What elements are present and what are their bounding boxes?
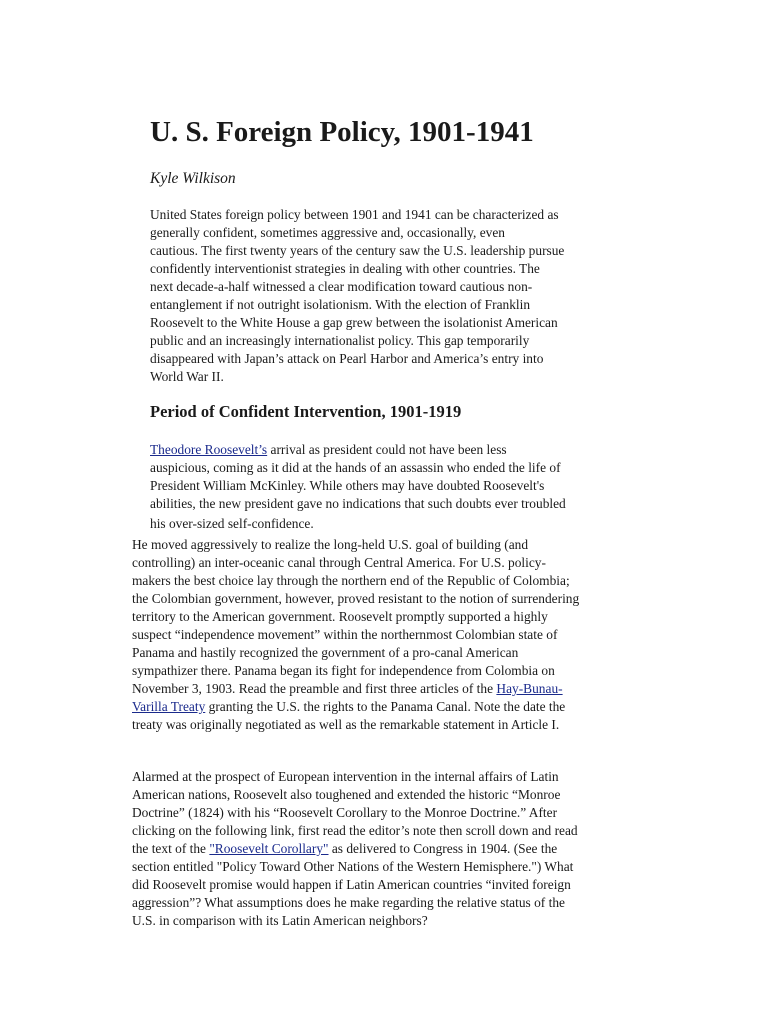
intro-line: United States foreign policy between 1901 and 1941 can be characterized as [150, 207, 559, 222]
intro-line: cautious. The first twenty years of the century saw the U.S. leadership pursue [150, 243, 565, 258]
paragraph-text: granting the U.S. the rights to the Panama Canal. Note the date the [205, 699, 566, 714]
paragraph-line: did Roosevelt promise would happen if Latin American countries “invited foreign [132, 877, 571, 892]
paragraph-line: controlling) an inter-oceanic canal through Central America. For U.S. policy- [132, 555, 546, 570]
intro-line: public and an increasingly internationalist policy. This gap temporarily [150, 333, 530, 348]
paragraph-line: suspect “independence movement” within the northernmost Colombian state of [132, 627, 558, 642]
document-title: U. S. Foreign Policy, 1901-1941 [150, 116, 534, 148]
paragraph-line: sympathizer there. Panama began its fight for independence from Colombia on [132, 663, 555, 678]
monroe-doctrine-paragraph [132, 768, 578, 930]
section-heading: Period of Confident Intervention, 1901-1919 [150, 402, 462, 421]
intro-line: generally confident, sometimes aggressive and, occasionally, even [150, 225, 505, 240]
paragraph-line: Panama and hastily recognized the government of a pro-canal American [132, 645, 519, 660]
paragraph-line: his over-sized self-confidence. [150, 516, 314, 531]
paragraph-line: section entitled "Policy Toward Other Nations of the Western Hemisphere.") What [132, 859, 574, 874]
paragraph-line: auspicious, coming as it did at the hands of an assassin who ended the life of [150, 460, 561, 475]
paragraph-line: treaty was originally negotiated as well as the remarkable statement in Article I. [132, 717, 560, 732]
paragraph-line: Alarmed at the prospect of European intervention in the internal affairs of Latin [132, 769, 559, 784]
paragraph-line: the Colombian government, however, proved resistant to the notion of surrendering [132, 591, 580, 606]
paragraph-line: Doctrine” (1824) with his “Roosevelt Corollary to the Monroe Doctrine.” After [132, 805, 558, 820]
paragraph-line: abilities, the new president gave no indications that such doubts ever troubled [150, 496, 566, 511]
paragraph-line [132, 680, 579, 698]
intro-line: confidently interventionist strategies in dealing with other countries. The [150, 261, 540, 276]
theodore-roosevelt-link[interactable]: Theodore Roosevelt’s [150, 442, 268, 457]
paragraph-text: November 3, 1903. Read the preamble and first three articles of the [132, 681, 497, 696]
intro-line: next decade-a-half witnessed a clear modification toward cautious non- [150, 279, 533, 294]
roosevelt-corollary-link[interactable]: "Roosevelt Corollary" [209, 841, 329, 856]
paragraph-line: U.S. in comparison with its Latin American neighbors? [132, 913, 428, 928]
intro-line: entanglement if not outright isolationism. With the election of Franklin [150, 297, 531, 312]
intro-line: disappeared with Japan’s attack on Pearl Harbor and America’s entry into [150, 351, 544, 366]
intro-line: Roosevelt to the White House a gap grew between the isolationist American [150, 315, 558, 330]
paragraph-text: the text of the [132, 841, 210, 856]
hay-bunau-varilla-treaty-link[interactable]: Varilla Treaty [132, 699, 206, 714]
paragraph-text: arrival as president could not have been less [267, 442, 507, 457]
paragraph-line: He moved aggressively to realize the long-held U.S. goal of building (and [132, 537, 529, 552]
canal-paragraph [132, 536, 579, 734]
paragraph-line [132, 840, 578, 858]
theodore-roosevelt-paragraph [150, 441, 566, 533]
paragraph-line: clicking on the following link, first read the editor’s note then scroll down and read [132, 823, 578, 838]
paragraph-line [150, 441, 566, 459]
paragraph-text: as delivered to Congress in 1904. (See the [328, 841, 558, 856]
paragraph-line: territory to the American government. Roosevelt promptly supported a highly [132, 609, 548, 624]
paragraph-line: American nations, Roosevelt also toughened and extended the historic “Monroe [132, 787, 561, 802]
paragraph-line: makers the best choice lay through the northern end of the Republic of Colombia; [132, 573, 570, 588]
paragraph-line [132, 698, 579, 716]
intro-paragraph [150, 206, 564, 386]
paragraph-line: President William McKinley. While others may have doubted Roosevelt's [150, 478, 545, 493]
paragraph-line: aggression”? What assumptions does he make regarding the relative status of the [132, 895, 565, 910]
author-name: Kyle Wilkison [150, 170, 236, 187]
intro-line: World War II. [150, 369, 224, 384]
hay-bunau-varilla-treaty-link[interactable]: Hay-Bunau- [496, 681, 563, 696]
